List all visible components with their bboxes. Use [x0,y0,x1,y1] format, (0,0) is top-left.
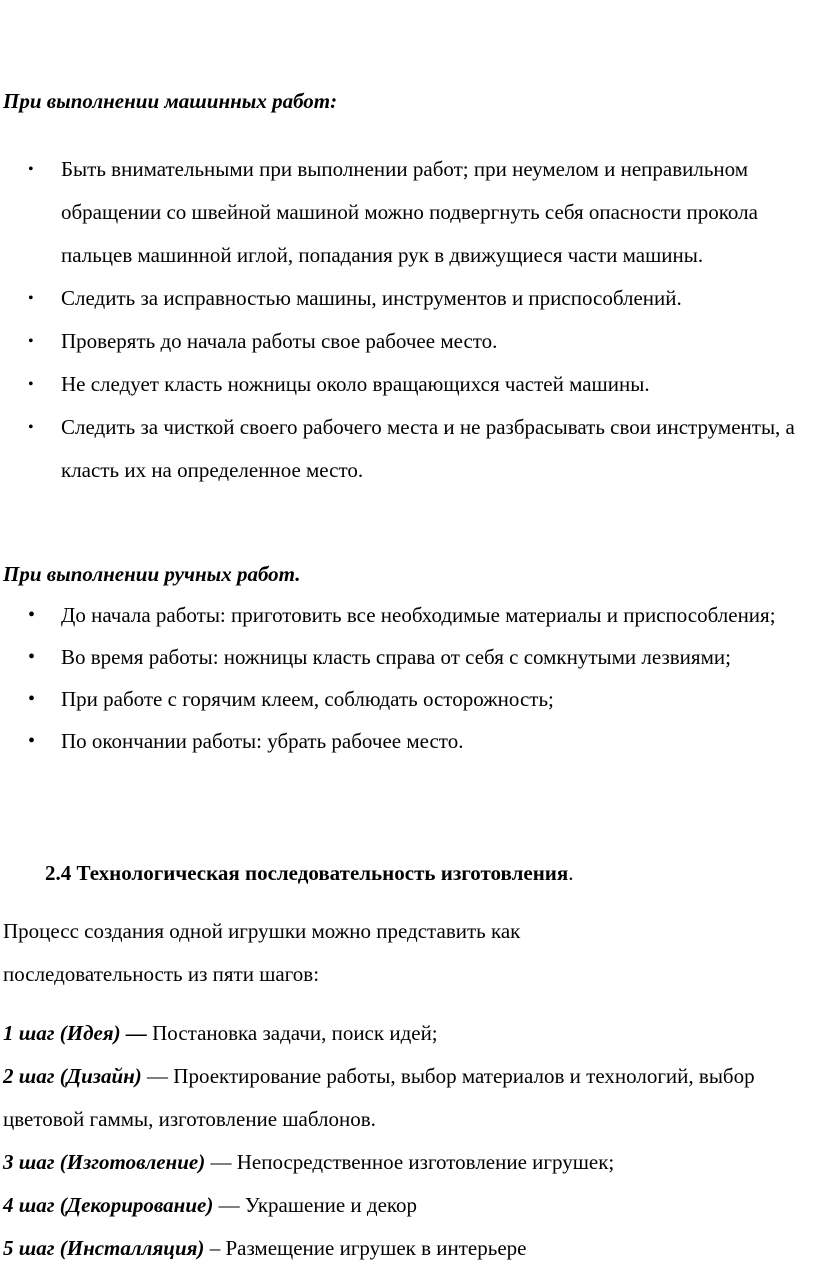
machine-work-list [0,148,812,492]
steps-list [3,1012,815,1270]
bullet-icon: • [28,333,34,350]
intro-paragraph: Процесс создания одной игрушки можно представить как последовательность из пяти шагов: [3,919,521,986]
list-item-text: По окончании работы: убрать рабочее место. [61,729,464,753]
list-item [0,363,812,406]
bullet-icon: • [28,376,34,393]
list-item [0,277,812,320]
step-item [3,1141,815,1184]
section-title-text: 2.4 Технологическая последовательность изготовления [45,861,569,885]
list-item [0,320,812,363]
bullet-icon: • [28,290,34,307]
step-label: 1 шаг (Идея) — [3,1021,147,1045]
manual-work-list [0,594,815,762]
list-item-text: До начала работы: приготовить все необходимые материалы и приспособления; [61,603,776,627]
machine-work-heading: При выполнении машинных работ: [3,89,338,113]
manual-work-heading: При выполнении ручных работ. [3,562,301,586]
step-label: 4 шаг (Декорирование) [3,1193,214,1217]
step-label: 2 шаг (Дизайн) [3,1064,142,1088]
list-item [0,636,815,678]
list-item [0,678,815,720]
list-item [0,406,812,492]
step-item [3,1227,815,1270]
bullet-icon: • [28,604,36,626]
list-item [0,594,815,636]
bullet-icon: • [28,688,36,710]
list-item [0,720,815,762]
section-title [45,857,574,889]
section-title-period: . [568,861,574,885]
bullet-icon: • [28,646,36,668]
list-item-text: Следить за чисткой своего рабочего места и не разбрасывать свои инструменты, а класть их на определенное место. [61,415,795,482]
step-text: – Размещение игрушек в интерьере [204,1236,527,1260]
step-text: — Украшение и декор [213,1193,418,1217]
step-text: — Непосредственное изготовление игрушек; [205,1150,615,1174]
list-item-text: При работе с горячим клеем, соблюдать осторожность; [61,687,554,711]
list-item [0,148,812,277]
step-label: 5 шаг (Инсталляция) [3,1236,205,1260]
step-label: 3 шаг (Изготовление) [3,1150,206,1174]
bullet-icon: • [28,730,36,752]
list-item-text: Не следует класть ножницы около вращающихся частей машины. [61,372,650,396]
list-item-text: Проверять до начала работы свое рабочее место. [61,329,498,353]
step-item [3,1184,815,1227]
list-item-text: Во время работы: ножницы класть справа от себя с сомкнутыми лезвиями; [61,645,731,669]
list-item-text: Следить за исправностью машины, инструментов и приспособлений. [61,286,682,310]
bullet-icon: • [28,419,34,436]
step-text: — Проектирование работы, выбор материалов и технологий, выбор цветовой гаммы, изготовление шаблонов. [3,1064,755,1131]
bullet-icon: • [28,161,34,178]
step-item [3,1012,815,1055]
list-item-text: Быть внимательными при выполнении работ; при неумелом и неправильном обращении со швейной машиной можно подвергнуть себя опасности прокола пальцев машинной иглой, попадания рук в движущиеся части машины. [61,157,758,267]
step-item [3,1055,815,1141]
step-text: Постановка задачи, поиск идей; [146,1021,438,1045]
